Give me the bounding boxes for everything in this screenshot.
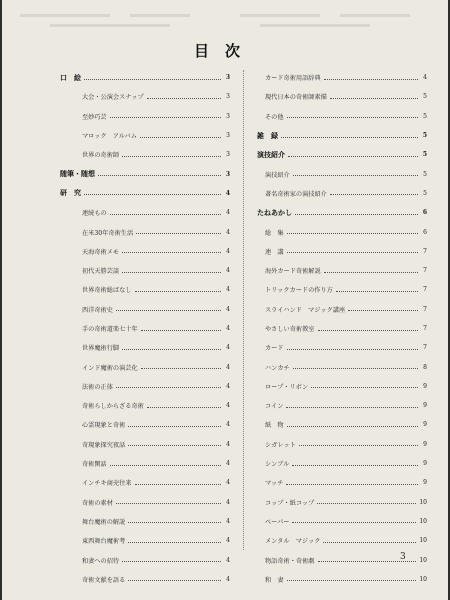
toc-entry-title: メンタル マジック [265, 538, 321, 546]
toc-entry [60, 338, 230, 357]
toc-entry [257, 300, 427, 319]
leader-dots [311, 386, 418, 388]
toc-entry-title: マロック アルバム [82, 133, 137, 141]
toc-entry [257, 473, 427, 492]
toc-entry [257, 454, 427, 473]
toc-entry-title: 東西舞台魔術考 [82, 538, 126, 546]
toc-entry-page: 4 [226, 286, 230, 294]
leader-dots [330, 193, 418, 195]
toc-entry [60, 145, 230, 164]
toc-entry [60, 570, 230, 589]
toc-entry-page: 9 [423, 479, 427, 487]
toc-entry [60, 357, 230, 376]
toc-entry-title: ベーパー [265, 518, 290, 526]
toc-entry-page: 4 [226, 209, 230, 217]
toc-entry-page: 4 [226, 537, 230, 545]
toc-entry-title: 世界奇術総ばなし [82, 287, 132, 295]
leader-dots [128, 541, 221, 543]
toc-entry [60, 184, 230, 203]
leader-dots [287, 348, 418, 350]
toc-entry-page: 7 [423, 267, 427, 275]
leader-dots [122, 560, 221, 562]
toc-entry [60, 396, 230, 415]
toc-entry-page: 4 [226, 402, 230, 410]
toc-entry-page: 4 [226, 460, 230, 468]
leader-dots [135, 290, 222, 292]
toc-entry-title: カード [265, 345, 284, 353]
leader-dots [122, 155, 221, 157]
toc-entry [257, 493, 427, 512]
toc-entry-page: 4 [226, 344, 230, 352]
leader-dots [98, 174, 221, 176]
toc-entry-title: 奇術らしからざる奇術 [82, 403, 144, 411]
toc-entry-page: 10 [419, 556, 427, 564]
leader-dots [122, 251, 221, 253]
toc-entry-page: 4 [226, 479, 230, 487]
toc-entry-page: 9 [423, 421, 427, 429]
leader-dots [128, 444, 221, 446]
toc-entry [60, 87, 230, 106]
toc-entry-title: ロープ・リボン [265, 383, 309, 391]
toc-entry-title: マッチ [265, 480, 284, 488]
toc-entry [257, 261, 427, 280]
toc-entry-page: 3 [226, 112, 230, 120]
leader-dots [348, 309, 418, 311]
leader-dots [287, 116, 418, 118]
toc-entry-title: 口 絵 [60, 72, 81, 82]
toc-entry [60, 222, 230, 241]
leader-dots [295, 213, 418, 215]
toc-right-column [257, 68, 427, 589]
toc-entry [60, 473, 230, 492]
bleed-through-text [10, 6, 440, 36]
page-number: 3 [400, 552, 406, 562]
toc-entry [257, 68, 427, 87]
leader-dots [84, 193, 221, 195]
toc-entry-title: 総 集 [265, 229, 284, 237]
toc-entry [257, 107, 427, 126]
leader-dots [110, 213, 221, 215]
toc-entry-title: 奇術の素材 [82, 499, 113, 507]
toc-entry-title: 雑 録 [257, 130, 278, 140]
toc-entry-title: トリックカードの作り方 [265, 287, 333, 295]
toc-entry [60, 454, 230, 473]
leader-dots [128, 579, 221, 581]
book-page [2, 0, 448, 600]
toc-entry-page: 4 [226, 325, 230, 332]
toc-entry [257, 338, 427, 357]
toc-entry-page: 3 [226, 132, 230, 140]
toc-entry [257, 87, 427, 106]
toc-entry-page: 9 [423, 382, 427, 390]
toc-entry-page: 7 [423, 247, 427, 255]
leader-dots [287, 232, 418, 234]
toc-entry-page: 4 [226, 382, 230, 390]
toc-entry-title: 連続もの [82, 210, 107, 218]
toc-entry-title: 和 妻 [265, 576, 284, 584]
leader-dots [324, 78, 418, 80]
toc-entry-page: 4 [226, 267, 230, 275]
toc-entry-page: 10 [419, 537, 427, 545]
toc-entry [60, 435, 230, 454]
toc-entry-page: 4 [226, 498, 230, 506]
leader-dots [140, 136, 221, 138]
toc-entry [257, 164, 427, 183]
leader-dots [110, 116, 221, 118]
toc-entry-page: 7 [423, 286, 427, 294]
toc-entry [257, 145, 427, 164]
toc-entry-page: 4 [225, 189, 230, 197]
toc-entry [60, 242, 230, 261]
leader-dots [147, 406, 221, 408]
leader-dots [116, 309, 221, 311]
leader-dots [330, 97, 418, 99]
toc-entry-title: 至妙巧芸 [82, 113, 107, 121]
toc-entry-title: 和妻への招待 [82, 557, 120, 565]
toc-entry-page: 5 [422, 151, 427, 159]
toc-entry-title: 研 究 [60, 188, 81, 198]
toc-entry-page: 9 [423, 460, 427, 468]
toc-entry-title: たねあかし [257, 207, 292, 217]
toc-entry [257, 242, 427, 261]
toc-entry [60, 280, 230, 299]
toc-entry [257, 435, 427, 454]
column-divider [243, 70, 244, 550]
toc-entry-title: シンブル [265, 461, 290, 469]
toc-entry-title: コップ・紙コップ [265, 499, 315, 507]
toc-left-column [60, 68, 230, 589]
toc-entry-page: 4 [226, 575, 230, 583]
toc-entry-page: 5 [422, 132, 427, 140]
toc-entry-title: 演技紹介 [257, 149, 285, 159]
leader-dots [292, 521, 416, 523]
toc-entry [60, 126, 230, 145]
toc-entry-page: 3 [225, 74, 230, 82]
toc-entry-page: 4 [226, 421, 230, 429]
toc-entry-page: 4 [226, 228, 230, 236]
toc-entry-page: 5 [423, 189, 427, 197]
toc-entry-title: 大会・公演会スナップ [82, 94, 144, 102]
toc-entry [257, 357, 427, 376]
leader-dots [110, 464, 221, 466]
leader-dots [324, 271, 418, 273]
leader-dots [116, 502, 221, 504]
toc-entry-title: 物語奇術・奇術劇 [265, 557, 315, 565]
toc-entry-title: 舞台魔術の解説 [82, 518, 126, 526]
leader-dots [122, 348, 221, 350]
toc-entry-page: 3 [226, 93, 230, 101]
toc-entry-page: 5 [423, 112, 427, 120]
toc-entry [60, 203, 230, 222]
toc-entry-title: 奇現象探究夜話 [82, 441, 126, 449]
toc-entry-page: 7 [423, 325, 427, 332]
toc-entry [60, 261, 230, 280]
toc-entry-page: 7 [423, 305, 427, 313]
leader-dots [336, 290, 418, 292]
toc-entry-title: コイン [265, 403, 284, 411]
toc-entry [60, 107, 230, 126]
toc-entry-page: 4 [226, 556, 230, 564]
toc-entry-title: 世界の奇術師 [82, 152, 120, 160]
leader-dots [128, 425, 221, 427]
toc-entry-title: インド魔術の演芸化 [82, 364, 138, 372]
toc-entry [257, 222, 427, 241]
toc-entry [257, 319, 427, 338]
toc-entry-page: 4 [226, 440, 230, 448]
toc-entry-page: 4 [226, 517, 230, 525]
toc-entry-title: ハンカチ [265, 364, 290, 372]
toc-entry [257, 531, 427, 550]
leader-dots [293, 367, 418, 369]
toc-entry-title: 世界魔術行脚 [82, 345, 120, 353]
toc-entry-page: 6 [422, 209, 427, 217]
toc-entry-title: 奇術文献を語る [82, 576, 126, 584]
toc-entry [60, 319, 230, 338]
toc-entry-page: 10 [419, 575, 427, 583]
toc-entry-title: 在米30年奇術生活 [82, 229, 134, 237]
leader-dots [323, 541, 416, 543]
toc-entry-page: 6 [423, 228, 427, 236]
leader-dots [141, 367, 221, 369]
toc-entry [60, 493, 230, 512]
leader-dots [141, 329, 221, 331]
leader-dots [136, 232, 221, 234]
leader-dots [128, 521, 221, 523]
leader-dots [288, 155, 418, 157]
toc-entry-title: 演技紹介 [265, 171, 290, 179]
toc-entry-title: 天海奇術メモ [82, 248, 120, 256]
leader-dots [293, 174, 418, 176]
toc-entry-title: 現代日本の奇術師素描 [265, 94, 327, 102]
toc-entry-page: 9 [423, 440, 427, 448]
toc-entry [257, 570, 427, 589]
toc-entry-title: 法術の正体 [82, 383, 113, 391]
toc-entry-title: 随筆・随想 [60, 169, 95, 179]
leader-dots [287, 425, 418, 427]
toc-entry [257, 126, 427, 145]
toc-entry [60, 300, 230, 319]
toc-entry-title: 西洋奇術史 [82, 306, 113, 314]
toc-entry [60, 68, 230, 87]
leader-dots [122, 271, 221, 273]
toc-entry [257, 512, 427, 531]
toc-entry-page: 9 [423, 402, 427, 410]
toc-entry-title: やさしい奇術教室 [265, 326, 315, 333]
toc-entry-page: 5 [423, 170, 427, 178]
toc-entry-title: カード奇術用語辞典 [265, 75, 321, 83]
page-title: 目次 [193, 42, 256, 60]
toc-entry-title: 奇術閑話 [82, 461, 107, 469]
toc-entry [257, 203, 427, 222]
toc-entry-page: 4 [423, 74, 427, 82]
leader-dots [286, 406, 418, 408]
toc-entry-title: 著名奇術家の演技紹介 [265, 190, 327, 198]
toc-entry-title: 海外カード奇術解説 [265, 268, 321, 276]
leader-dots [317, 502, 416, 504]
leader-dots [299, 444, 418, 446]
leader-dots [292, 464, 418, 466]
toc-entry [60, 550, 230, 569]
toc-entry-page: 10 [419, 498, 427, 506]
toc-entry [257, 280, 427, 299]
toc-entry-title: その他 [265, 113, 284, 121]
toc-entry-page: 8 [423, 363, 427, 371]
toc-entry-page: 4 [226, 363, 230, 371]
toc-entry-title: 連 講 [265, 248, 284, 256]
toc-entry [257, 415, 427, 434]
toc-entry-page: 3 [226, 151, 230, 159]
toc-entry [60, 164, 230, 183]
toc-entry [60, 377, 230, 396]
leader-dots [286, 483, 418, 485]
toc-entry-page: 5 [423, 93, 427, 101]
toc-entry-title: 心霊現象と奇術 [82, 422, 126, 430]
toc-entry-title: 手の奇術道楽七十年 [82, 326, 138, 333]
toc-entry-title: スライハンド マジック講座 [265, 306, 346, 314]
leader-dots [281, 136, 418, 138]
toc-entry-title: インチキ商売往来 [82, 480, 132, 488]
toc-entry [257, 396, 427, 415]
toc-entry [60, 415, 230, 434]
toc-entry-title: 紙 物 [265, 422, 284, 430]
toc-entry [60, 531, 230, 550]
leader-dots [135, 483, 222, 485]
toc-entry-page: 3 [225, 170, 230, 178]
toc-entry [257, 184, 427, 203]
toc-entry-page: 4 [226, 305, 230, 313]
leader-dots [318, 329, 419, 331]
toc-entry-page: 7 [423, 344, 427, 352]
leader-dots [287, 579, 417, 581]
toc-entry-title: 初代天勝芸談 [82, 268, 120, 276]
leader-dots [287, 251, 418, 253]
leader-dots [116, 386, 221, 388]
leader-dots [84, 78, 221, 80]
toc-entry [257, 377, 427, 396]
leader-dots [147, 97, 221, 99]
toc-entry-page: 10 [419, 517, 427, 525]
toc-entry-title: シガレット [265, 441, 296, 449]
toc-entry-page: 4 [226, 247, 230, 255]
toc-entry [60, 512, 230, 531]
